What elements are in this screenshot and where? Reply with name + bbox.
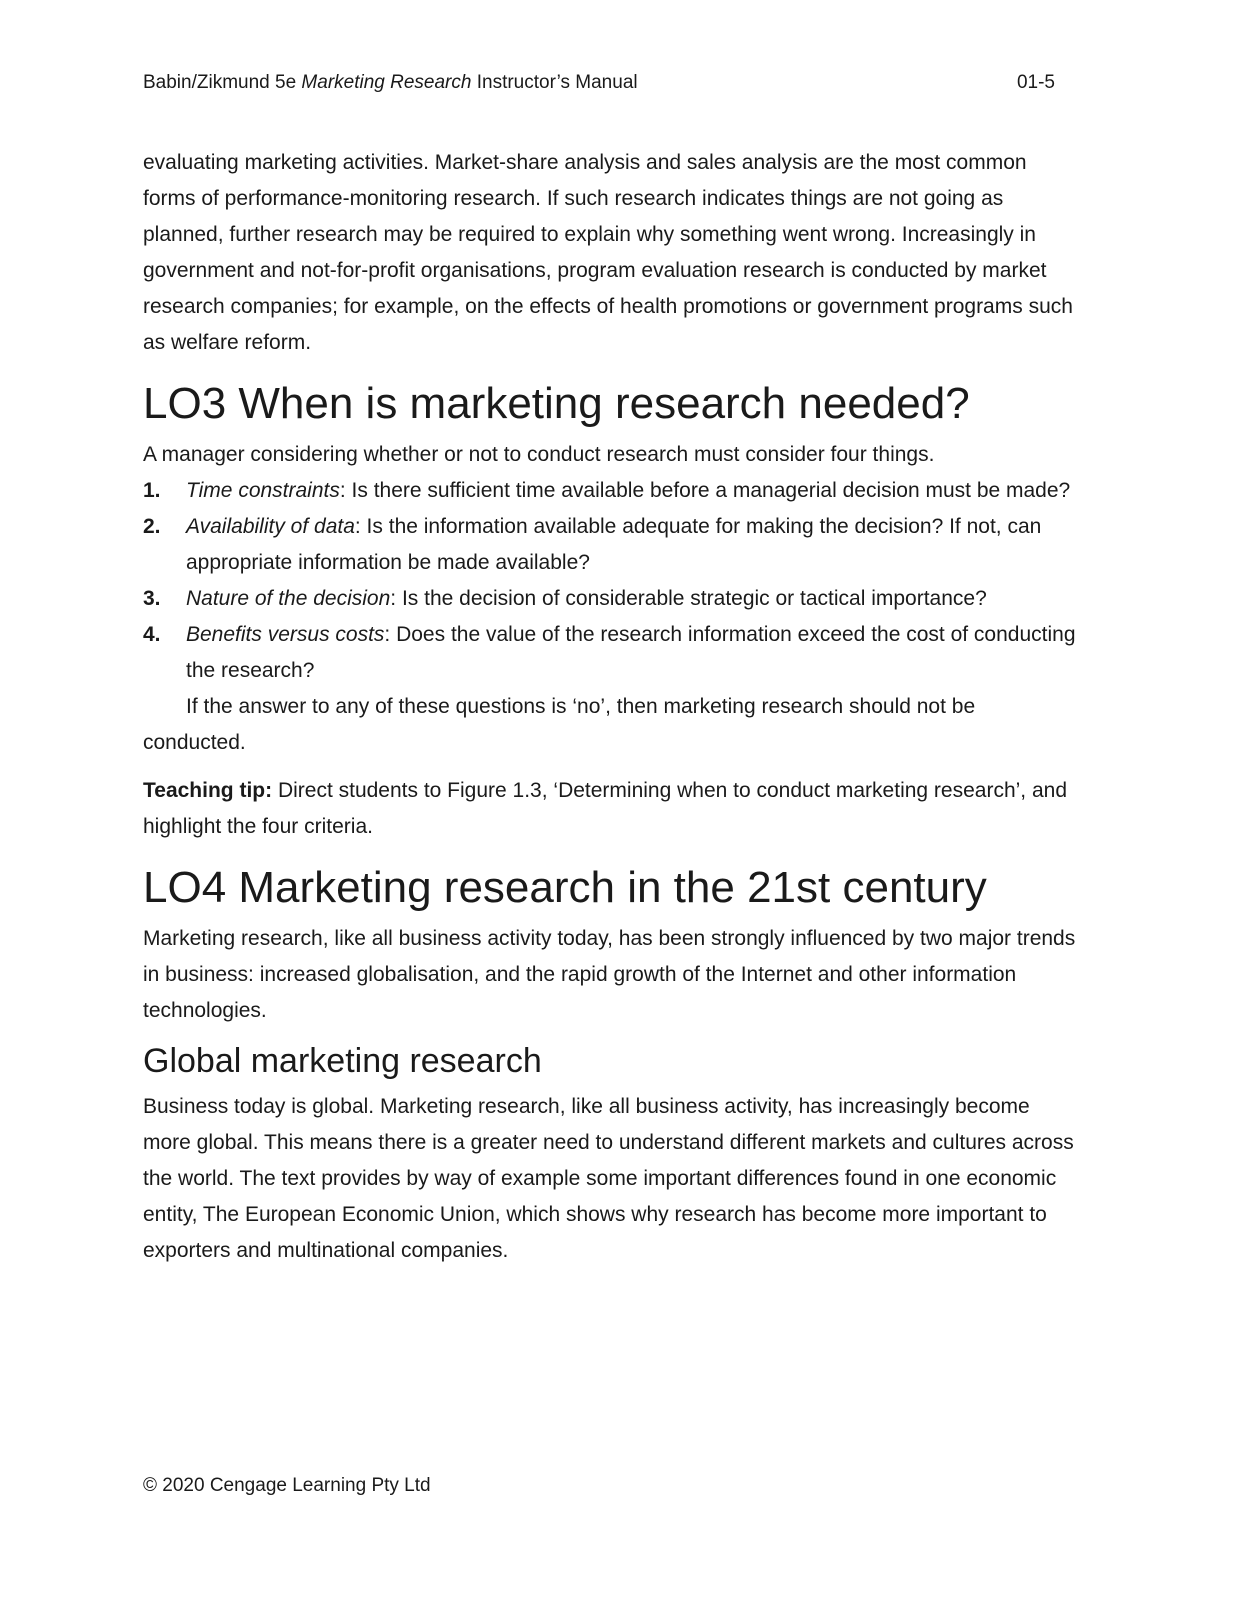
running-title-suffix: Instructor’s Manual — [471, 72, 638, 93]
running-title-prefix: Babin/Zikmund 5e — [143, 72, 302, 93]
running-title — [143, 70, 638, 96]
lo3-conclusion: If the answer to any of these questions is ‘no’, then marketing research should not be conducted. — [143, 695, 976, 754]
page-header — [143, 70, 1055, 96]
intro-paragraph: evaluating marketing activities. Market-share analysis and sales analysis are the most common forms of performance-monitoring research. If such research indicates things are not going as planned, further research may be required to explain why something went wrong. Increasingly in government and not-for-profit organisations, program evaluation research is conducted by market research companies; for example, on the effects of health promotions or government programs such as welfare reform. — [143, 151, 1073, 354]
section-heading-lo4: LO4 Marketing research in the 21st century — [143, 863, 987, 912]
list-item-term: Nature of the decision — [186, 587, 391, 610]
list-item-body — [186, 581, 1078, 617]
list-item-body — [186, 473, 1078, 509]
list-item-term: Time constraints — [186, 479, 340, 502]
list-item-number: 3. — [143, 587, 161, 610]
list-item-body — [186, 617, 1078, 689]
page-footer — [143, 1473, 431, 1499]
teaching-tip-label: Teaching tip: — [143, 779, 273, 802]
list-item-term: Benefits versus costs — [186, 623, 385, 646]
list-item — [143, 509, 1078, 581]
page-number: 01-5 — [1016, 72, 1055, 93]
teaching-tip — [143, 773, 1078, 845]
list-item-term: Availability of data — [186, 515, 355, 538]
teaching-tip-text: Direct students to Figure 1.3, ‘Determining when to conduct marketing research’, and highlight the four criteria. — [143, 779, 1068, 838]
lo4-paragraph: Marketing research, like all business activity today, has been strongly influenced by two major trends in business: increased globalisation, and the rapid growth of the Internet and other information technologies. — [143, 927, 1076, 1022]
list-item-text: : Is there sufficient time available before a managerial decision must be made? — [339, 479, 1071, 502]
list-item-text: : Is the information available adequate for making the decision? If not, can appropriate information be made available? — [186, 515, 1042, 574]
list-item-number: 4. — [143, 623, 161, 646]
criteria-list — [143, 473, 1078, 689]
section-heading-lo3: LO3 When is marketing research needed? — [143, 379, 970, 428]
copyright-notice: © 2020 Cengage Learning Pty Ltd — [143, 1475, 431, 1496]
list-item-text: : Does the value of the research information exceed the cost of conducting the research? — [186, 623, 1076, 682]
subsection-heading-global: Global marketing research — [143, 1042, 542, 1080]
lo3-lead-paragraph: A manager considering whether or not to conduct research must consider four things. — [143, 443, 935, 466]
running-title-book: Marketing Research — [301, 72, 472, 93]
list-item — [143, 473, 1078, 509]
list-item-body — [186, 509, 1078, 581]
list-item-text: : Is the decision of considerable strategic or tactical importance? — [390, 587, 987, 610]
list-item — [143, 617, 1078, 689]
list-item-number: 1. — [143, 479, 161, 502]
page-content — [143, 145, 1078, 1269]
list-item-number: 2. — [143, 515, 161, 538]
list-item — [143, 581, 1078, 617]
global-research-paragraph: Business today is global. Marketing research, like all business activity, has increasingly become more global. This means there is a greater need to understand different markets and cultures across the world. The text provides by way of example some important differences found in one economic entity, The European Economic Union, which shows why research has become more important to exporters and multinational companies. — [143, 1095, 1074, 1262]
